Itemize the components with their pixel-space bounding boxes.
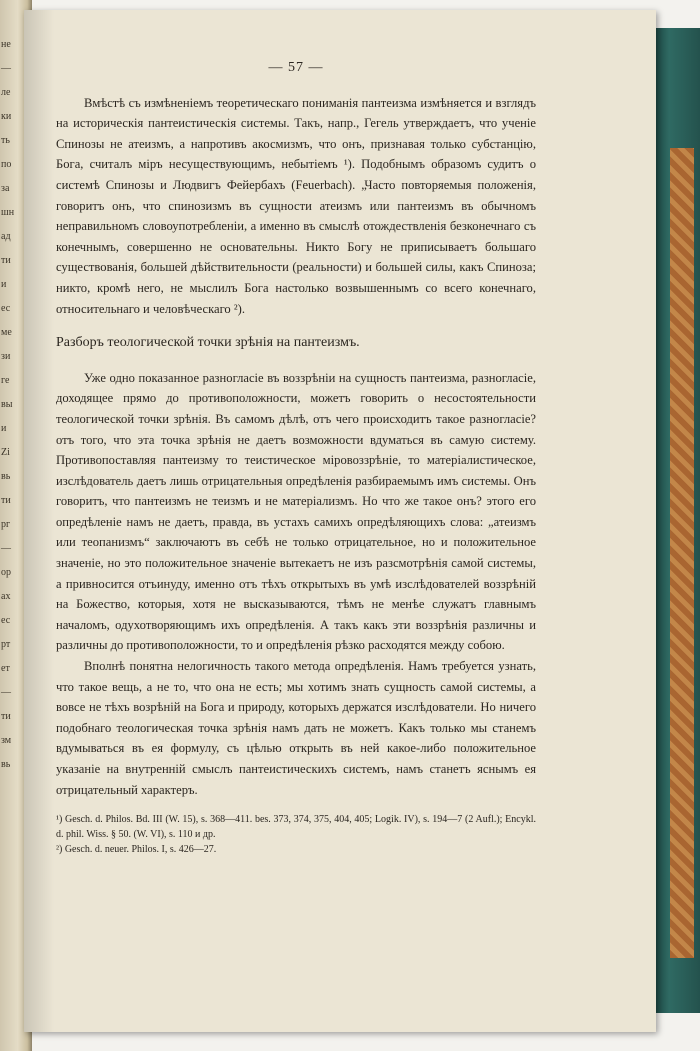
left-page-fragment: зм: [1, 735, 12, 746]
footnotes: [56, 812, 536, 857]
left-page-fragment: ге: [1, 375, 10, 386]
left-page-fragment: ор: [1, 567, 11, 578]
left-page-fragment: —: [1, 63, 11, 74]
paragraph-3: Вполнѣ понятна нелогичность такого метода опредѣленія. Намъ требуется узнать, что такое вещь, а не то, что она не есть; мы хотимъ знать сущность самой системы, а вовсе не тѣхъ возрѣній на Бога и природу, которыхъ держатся изслѣдователи. Но ничего подобнаго теологическая точка зрѣнія намъ дать не можетъ. Какъ только мы станемъ вдумываться въ ея формулу, съ цѣлью открыть въ ней какое-либо положительное указаніе на внутренній смыслъ пантеистическихъ системъ, намъ станетъ яснымъ ея отрицательный характеръ.: [56, 659, 536, 797]
left-page-fragment: ме: [1, 327, 12, 338]
left-page-fragment: рг: [1, 519, 11, 530]
left-page-fragment: —: [1, 687, 11, 698]
book-page: [24, 10, 656, 1032]
left-page-fragment: ес: [1, 615, 11, 626]
footnote-2: ²) Gesch. d. neuer. Philos. I, s. 426—27.: [56, 844, 217, 856]
left-page-fragment: —: [1, 543, 11, 554]
left-page-fragment: ес: [1, 303, 11, 314]
left-page-fragment: и: [1, 279, 7, 290]
left-page-fragment: зи: [1, 351, 11, 362]
left-page-fragment: рт: [1, 639, 11, 650]
left-page-fragment: шн: [1, 207, 15, 218]
paragraph-2: Уже одно показанное разногласіе въ воззрѣніи на сущность пантеизма, разногласіе, доходящее прямо до противоположности, можетъ говорить о несостоятельности теологической точки зрѣнія. Въ самомъ дѣлѣ, отъ чего происходитъ такое разногласіе? отъ того, что эта точка зрѣнія не даетъ возможности вдуматься въ самую систему. Противопоставляя пантеизму то теистическое міровоззрѣніе, то матеріалистическое, изслѣдователь даетъ лишь отрицательныя опредѣленія разбираемымъ имъ системы. Онъ говоритъ, что пантеизмъ не теизмъ и не матеріализмъ. Но что же такое онъ? этого его опредѣленіе намъ не даетъ, правда, въ устахъ самихъ опредѣляющихъ слова: „атеизмъ или теопанизмъ“ заключаютъ въ себѣ не только отрицательное, но и положительное значеніе, но это положительное значеніе вытекаетъ не изъ разсмотрѣнія самой системы, а привносится отъинуду, именно отъ тѣхъ открытыхъ въ умѣ изслѣдователей воззрѣній на Божество, которыя, хотя не высказываются, тѣмъ не менѣе служатъ главнымъ началомъ, одухотворяющимъ ихъ опредѣленія. А такъ какъ эти воззрѣнія различны и различны до противоположности, то и опредѣленія рѣзко расходятся между собою.: [56, 370, 536, 653]
left-page-fragment: ти: [1, 255, 11, 266]
left-page-fragment: ет: [1, 663, 10, 674]
left-page-fragment: ад: [1, 231, 11, 242]
paragraph-1: Вмѣстѣ съ измѣненіемъ теоретическаго пониманія пантеизма измѣняется и взглядъ на историческія пантеистическія системы. Такъ, напр., Гегель утверждаетъ, что ученіе Спинозы не атеизмъ, а напротивъ акосмизмъ, что онъ, признавая только субстанцію, Бога, считалъ міръ несуществующимъ, небытіемъ ¹). Подобнымъ образомъ судитъ о системѣ Спинозы и Людвигъ Фейербахъ (Feuerbach). „Часто повторяемыя положенія, говоритъ онъ, что спинозизмъ въ сущности атеизмъ или пантеизмъ въ обычномъ неправильномъ словоупотребленіи, а именно въ смыслѣ отождествленія безконечнаго съ конечнымъ, совершенно не основательны. Никто Богу не приписываетъ большаго существованія, большей дѣйствительности (реальности) и большей силы, какъ Спиноза; никто, кромѣ него, не мыслилъ Бога настолько возвышеннымъ со всего конечнаго, относительнаго и человѣческаго ²).: [56, 95, 536, 316]
left-page-fragment: за: [1, 183, 10, 194]
binding-pattern: [670, 148, 694, 958]
left-page-fragment: ле: [1, 87, 11, 98]
left-page-fragment: ти: [1, 711, 11, 722]
left-page-fragment: ть: [1, 135, 10, 146]
left-page-fragment: вь: [1, 471, 11, 482]
left-page-fragment: по: [1, 159, 12, 170]
left-page-fragment: и: [1, 423, 7, 434]
footnote-1: ¹) Gesch. d. Philos. Bd. III (W. 15), s. 368—411. bes. 373, 374, 375, 404, 405; Logik. IV), s. 194—7 (2 Aufl.); Encykl. d. phil. Wiss. § 50. (W. VI), s. 110 и др.: [56, 814, 536, 841]
page-number: — 57 —: [268, 60, 324, 75]
left-page-fragment: не: [1, 39, 11, 50]
page-text: [56, 58, 536, 857]
left-page-fragment: ти: [1, 495, 11, 506]
left-page-fragment: вь: [1, 759, 11, 770]
left-page-fragment: вы: [1, 399, 13, 410]
book-binding: [656, 28, 700, 1013]
left-page-fragment: Zi: [1, 447, 10, 458]
left-page-fragment: ки: [1, 111, 12, 122]
section-heading: Разборъ теологической точки зрѣнія на пантеизмъ.: [56, 335, 360, 351]
left-page-fragment: ах: [1, 591, 11, 602]
